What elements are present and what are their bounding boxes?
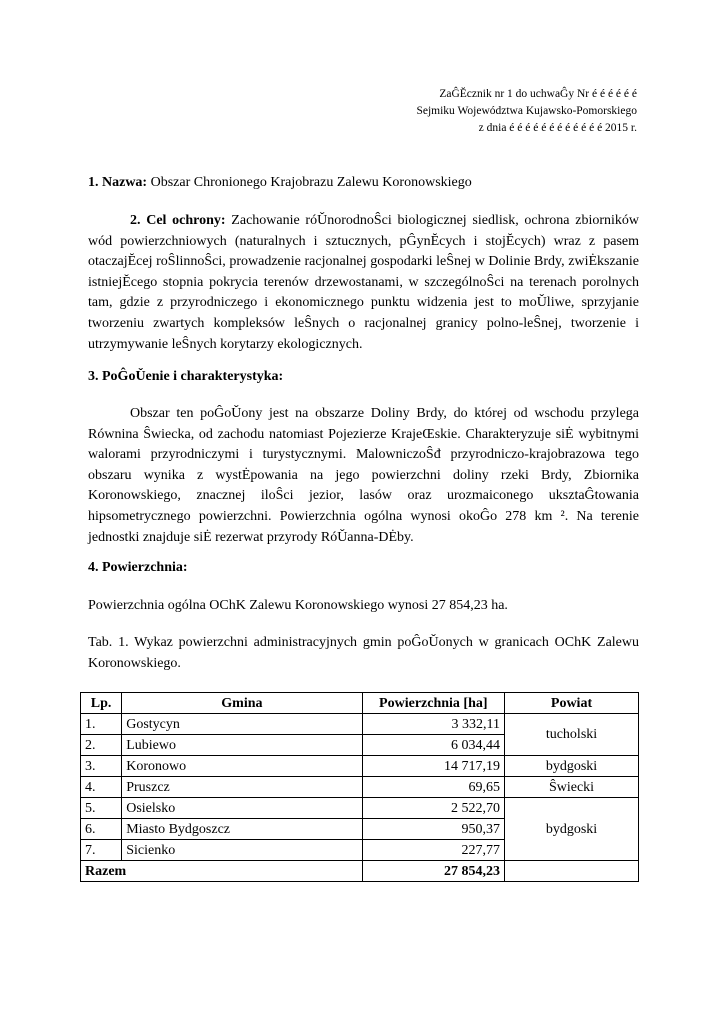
document-header xyxy=(416,86,637,137)
row-lp: 4. xyxy=(81,777,122,798)
row-area: 227,77 xyxy=(362,840,504,861)
section-location-text xyxy=(88,404,639,548)
header-lp: Lp. xyxy=(81,693,122,714)
row-area: 69,65 xyxy=(362,777,504,798)
row-powiat: bydgoski xyxy=(505,756,639,777)
header-line-date: z dnia é é é é é é é é é é é é 2015 r. xyxy=(478,122,637,134)
section-area-title: 4. Powierzchnia: xyxy=(88,560,188,575)
row-gmina: Lubiewo xyxy=(122,735,362,756)
row-powiat: tucholski xyxy=(505,714,639,756)
row-gmina: Miasto Bydgoszcz xyxy=(122,819,362,840)
table-row xyxy=(81,777,639,798)
row-powiat: Ŝwiecki xyxy=(505,777,639,798)
row-lp: 7. xyxy=(81,840,122,861)
row-gmina: Gostycyn xyxy=(122,714,362,735)
row-gmina: Pruszcz xyxy=(122,777,362,798)
section-purpose-label: 2. Cel ochrony: xyxy=(130,213,226,228)
row-lp: 3. xyxy=(81,756,122,777)
table-total-row xyxy=(81,861,639,882)
table-row xyxy=(81,756,639,777)
header-gmina: Gmina xyxy=(122,693,362,714)
section-location-title: 3. PoĜoǓenie i charakterystyka: xyxy=(88,369,284,384)
row-area: 3 332,11 xyxy=(362,714,504,735)
row-gmina: Sicienko xyxy=(122,840,362,861)
header-line-attachment: ZaĜĔcznik nr 1 do uchwaĜy Nr é é é é é é xyxy=(439,88,637,100)
table-header-row xyxy=(81,693,639,714)
header-line-sejmik: Sejmiku Województwa Kujawsko-Pomorskiego xyxy=(416,105,637,117)
row-area: 6 034,44 xyxy=(362,735,504,756)
total-label: Razem xyxy=(81,861,363,882)
row-gmina: Koronowo xyxy=(122,756,362,777)
header-powiat: Powiat xyxy=(505,693,639,714)
header-area: Powierzchnia [ha] xyxy=(362,693,504,714)
row-gmina: Osielsko xyxy=(122,798,362,819)
row-area: 950,37 xyxy=(362,819,504,840)
table-caption: Tab. 1. Wykaz powierzchni administracyjnych gmin poĜoǓonych w granicach OChK Zalewu Koronowskiego. xyxy=(88,635,639,671)
municipalities-table xyxy=(80,692,639,882)
section-purpose xyxy=(88,211,639,355)
table-row xyxy=(81,714,639,735)
row-lp: 5. xyxy=(81,798,122,819)
row-area: 14 717,19 xyxy=(362,756,504,777)
row-lp: 1. xyxy=(81,714,122,735)
row-lp: 2. xyxy=(81,735,122,756)
row-area: 2 522,70 xyxy=(362,798,504,819)
total-value: 27 854,23 xyxy=(362,861,504,882)
section-name-value: Obszar Chronionego Krajobrazu Zalewu Koronowskiego xyxy=(147,175,472,190)
total-empty-cell xyxy=(505,861,639,882)
section-location-body: Obszar ten poĜoǓony jest na obszarze Doliny Brdy, do której od wschodu przylega Równina Ŝwiecka, od zachodu natomiast Pojezierze KrajeŒskie. Charakteryzuje siĖ wybitnymi walorami przyrodniczymi i turystycznymi. MalowniczoŜđ przyrodniczo-krajobrazowa tego obszaru wynika z wystĖpowania na jego powierzchni doliny rzeki Brdy, Zbiornika Koronowskiego, znacznej iloŜci jezior, lasów oraz urozmaiconego uksztaĜtowania hipsometrycznego powierzchni. Powierzchnia ogólna wynosi okoĜo 278 km ². Na terenie jednostki znajduje siĖ rezerwat przyrody RóǓanna-DĖby. xyxy=(88,406,639,545)
table-row xyxy=(81,798,639,819)
row-lp: 6. xyxy=(81,819,122,840)
section-name-label: 1. Nazwa: xyxy=(88,175,148,190)
section-name xyxy=(88,175,472,191)
section-purpose-text: Zachowanie róǓnorodnoŜci biologicznej siedlisk, ochrona zbiorników wód powierzchniowych (naturalnych i sztucznych, pĜynĔcych i stojĔcych) wraz z pasem otaczajĔcej roŜlinnoŜci, prowadzenie racjonalnej gospodarki leŜnej w Dolinie Brdy, zwiĖkszanie istniejĔcego stopnia pokrycia terenów drzewostanami, w szczególnoŜci na terenach porolnych tam, gdzie z przyrodniczego i ekonomicznego punktu widzenia jest to moǓliwe, sprzyjanie tworzeniu zwartych kompleksów leŜnych o racjonalnej granicy polno-leŜnej, tworzenie i utrzymywanie leŜnych korytarzy ekologicznych. xyxy=(88,213,639,352)
section-area-text: Powierzchnia ogólna OChK Zalewu Koronowskiego wynosi 27 854,23 ha. xyxy=(88,598,508,613)
row-powiat: bydgoski xyxy=(505,798,639,861)
